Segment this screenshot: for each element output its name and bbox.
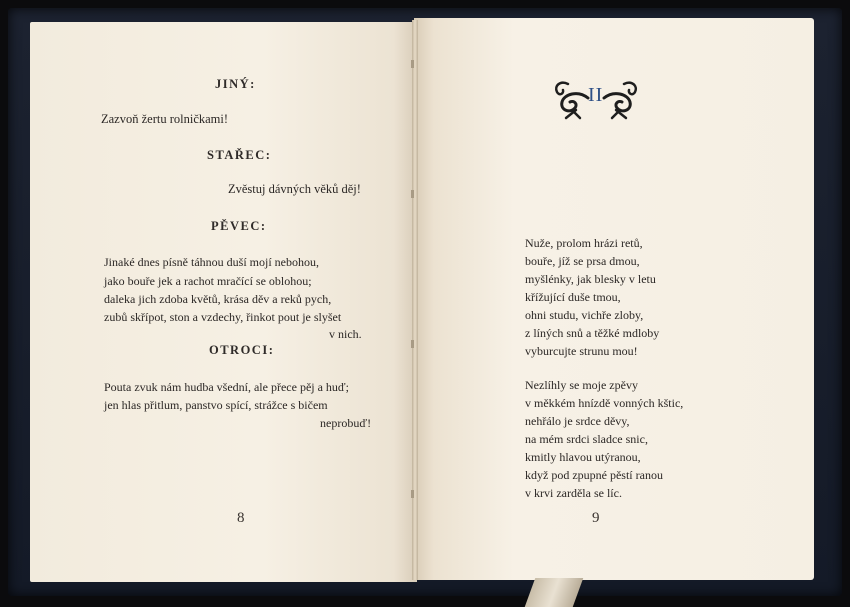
verse-line: neprobuď! (320, 416, 372, 430)
verse-line: nehřálo je srdce děvy, (525, 414, 630, 428)
verse-line: na mém srdci sladce snic, (525, 432, 648, 446)
binding-stitch (411, 190, 414, 198)
verse-line: ohni studu, vichře zloby, (525, 308, 644, 322)
verse-line: z líných snů a těžké mdloby (525, 326, 660, 340)
verse-line: Nezlíhly se moje zpěvy (525, 378, 638, 392)
verse-line: daleka jich zdoba květů, krása děv a reků pych, (104, 292, 332, 306)
speaker-pevec: PĚVEC: (211, 219, 267, 233)
bookmark-ribbon (525, 578, 584, 607)
binding-stitch (411, 60, 414, 68)
binding-stitch (411, 490, 414, 498)
verse-line: v nich. (329, 327, 362, 341)
verse-line: v měkkém hnízdě vonných kštic, (525, 396, 684, 410)
verse-line: v krvi zarděla se líc. (525, 486, 622, 500)
verse-line: myšlénky, jak blesky v letu (525, 272, 656, 286)
binding-stitch (411, 340, 414, 348)
verse-line: Zazvoň žertu rolničkami! (101, 112, 229, 126)
page-number-right: 9 (592, 510, 600, 526)
chapter-numeral: II (588, 84, 604, 106)
page-number-left: 8 (237, 510, 245, 526)
verse-line: Zvěstuj dávných věků děj! (228, 182, 361, 196)
verse-line: vyburcujte strunu mou! (525, 344, 638, 358)
verse-line: křížující duše tmou, (525, 290, 621, 304)
speaker-starec: STAŘEC: (207, 148, 272, 162)
verse-line: jen hlas přitlum, panstvo spící, strážce s bičem (104, 398, 328, 412)
speaker-otroci: OTROCI: (209, 343, 275, 357)
verse-line: Nuže, prolom hrázi retů, (525, 236, 643, 250)
verse-line: Pouta zvuk nám hudba všední, ale přece pěj a huď; (104, 380, 350, 394)
verse-line: Jinaké dnes písně táhnou duší mojí nebohou, (104, 255, 319, 269)
speaker-jiny: JINÝ: (215, 77, 256, 91)
verse-line: kmitly hlavou utýranou, (525, 450, 641, 464)
verse-line: zubů skřípot, ston a vzdechy, řinkot pout je slyšet (104, 310, 342, 324)
verse-line: jako bouře jek a rachot mračící se oblohou; (104, 274, 312, 288)
verse-line: bouře, jíž se prsa dmou, (525, 254, 640, 268)
verse-line: když pod zpupné pěstí ranou (525, 468, 663, 482)
